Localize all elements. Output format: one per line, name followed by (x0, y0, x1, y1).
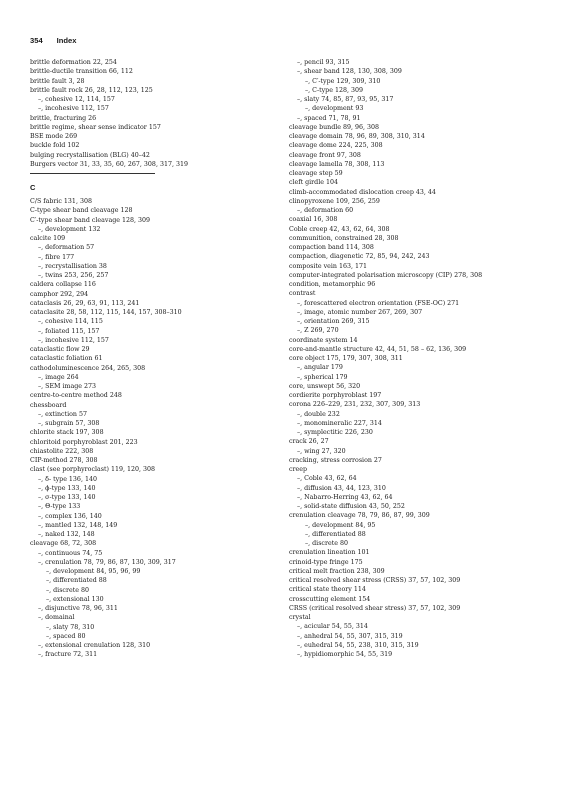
index-subentry: –, acicular 54, 55, 314 (297, 623, 368, 631)
index-subentry: –, continuous 74, 75 (38, 549, 103, 557)
index-entry: cleavage dome 224, 225, 308 (289, 142, 383, 150)
index-subentry: –, cohesive 12, 114, 157 (38, 96, 115, 103)
index-entry: cracking, stress corrosion 27 (289, 456, 382, 464)
index-entry: critical resolved shear stress (CRSS) 37, 57, 102, 309 (289, 577, 461, 584)
index-entry: contrast (289, 290, 316, 298)
index-entry: compaction, diagenetic 72, 85, 94, 242, 243 (289, 253, 430, 261)
index-entry: clinopyroxene 109, 256, 259 (289, 197, 380, 205)
index-subentry: –, spaced 71, 78, 91 (297, 114, 361, 122)
index-entry: brittle deformation 22, 254 (30, 59, 117, 66)
index-entry: cleavage 68, 72, 308 (30, 540, 97, 548)
index-entry: cleavage step 59 (289, 170, 343, 177)
index-subentry: –, mantled 132, 148, 149 (38, 521, 118, 529)
index-entry: condition, metamorphic 96 (289, 281, 376, 288)
index-subentry: –, δ- type 136, 140 (38, 475, 97, 483)
index-entry: creep (289, 466, 308, 473)
index-subentry: –, C′-type 129, 309, 310 (305, 77, 381, 85)
index-subentry: –, incohesive 112, 157 (38, 336, 109, 344)
index-subentry: –, pencil 93, 315 (297, 59, 350, 66)
index-entry: computer-integrated polarisation microscopy (CIP) 278, 308 (289, 271, 483, 279)
index-subentry: –, discrete 80 (46, 586, 89, 594)
index-subentry: –, anhedral 54, 55, 307, 315, 319 (297, 632, 403, 640)
section-letter: C (30, 183, 36, 192)
index-entry: calcite 109 (30, 235, 66, 242)
index-entry: corona 226–229, 231, 232, 307, 309, 313 (289, 401, 421, 409)
index-entry: brittle, fracturing 26 (30, 114, 97, 122)
index-subentry: –, crenulation 78, 79, 86, 87, 130, 309, 317 (38, 558, 176, 566)
index-entry: crenulation lineation 101 (289, 549, 370, 557)
index-subentry: –, disjunctive 78, 96, 311 (38, 605, 118, 612)
index-entry: chloritoid porphyroblast 201, 223 (30, 438, 138, 446)
index-entry: cataclasis 26, 29, 63, 91, 113, 241 (30, 299, 140, 307)
index-entry: climb-accommodated dislocation creep 43, 44 (289, 188, 436, 196)
index-subentry: –, naked 132, 148 (38, 531, 95, 538)
index-subentry: –, wing 27, 320 (297, 447, 346, 455)
index-entry: crystal (289, 614, 311, 621)
index-subentry: –, extinction 57 (38, 410, 87, 418)
index-entry: CIP-method 278, 308 (30, 457, 98, 464)
index-entry: BSE mode 269 (30, 133, 78, 140)
index-entry: C′-type shear band cleavage 128, 309 (30, 216, 151, 224)
index-subentry: –, orientation 269, 315 (297, 318, 370, 325)
index-subentry: –, Z 269, 270 (297, 327, 339, 335)
index-entry: cleavage domain 78, 96, 89, 308, 310, 314 (289, 133, 425, 140)
index-subentry: –, foliated 115, 157 (38, 327, 100, 335)
index-entry: bulging recrystallisation (BLG) 40–42 (30, 151, 150, 159)
index-subentry: –, double 232 (297, 410, 340, 418)
index-entry: brittle-ductile transition 66, 112 (30, 68, 133, 76)
index-entry: Burgers vector 31, 33, 35, 60, 267, 308, 317, 319 (30, 160, 188, 168)
index-entry: cleft girdle 104 (289, 179, 338, 187)
index-entry: Coble creep 42, 43, 62, 64, 308 (289, 225, 390, 233)
index-subentry: –, twins 253, 256, 257 (38, 272, 109, 279)
index-subentry: –, incohesive 112, 157 (38, 105, 109, 113)
index-entry: cathodoluminescence 264, 265, 308 (30, 364, 146, 372)
index-entry: brittle fault 3, 28 (30, 77, 85, 85)
index-entry: buckle fold 102 (30, 142, 80, 150)
index-subentry: –, development 84, 95 (305, 521, 376, 529)
index-subentry: –, recrystallisation 38 (38, 262, 107, 270)
index-subentry: –, slaty 74, 85, 87, 93, 95, 317 (297, 96, 394, 103)
index-subentry: –, spaced 80 (46, 632, 86, 640)
index-entry: core object 175, 179, 307, 308, 311 (289, 355, 403, 362)
index-entry: critical melt fraction 238, 309 (289, 567, 385, 575)
index-entry: critical state theory 114 (289, 586, 366, 594)
index-entry: brittle regime, shear sense indicator 157 (30, 123, 161, 131)
index-entry: chiastolite 222, 308 (30, 447, 94, 455)
running-header (30, 36, 77, 45)
index-subentry: –, differentiated 88 (46, 577, 107, 585)
index-entry: coordinate system 14 (289, 336, 358, 344)
index-entry: CRSS (critical resolved shear stress) 37, 57, 102, 309 (289, 604, 461, 612)
index-entry: cleavage bundle 89, 96, 308 (289, 123, 380, 131)
index-subentry: –, symplectitic 226, 230 (297, 429, 373, 436)
index-subentry: –, discrete 80 (305, 540, 348, 547)
index-subentry: –, extensional crenulation 128, 310 (38, 642, 151, 649)
index-entry: cataclastic flow 29 (30, 346, 90, 353)
index-subentry: –, SEM image 273 (38, 383, 97, 390)
index-entry: chessboard (30, 401, 67, 409)
index-subentry: –, image 264 (38, 373, 79, 381)
index-subentry: –, C-type 128, 309 (305, 86, 363, 94)
index-entry: crinoid-type fringe 175 (289, 558, 363, 566)
index-entry: cataclasite 28, 58, 112, 115, 144, 157, 308–310 (30, 309, 182, 316)
index-entry: crenulation cleavage 78, 79, 86, 87, 99, 309 (289, 512, 430, 520)
index-column-left (30, 58, 280, 660)
index-entry: cleavage lamella 78, 308, 113 (289, 160, 385, 168)
index-subentry: –, development 84, 95, 96, 99 (46, 568, 141, 575)
index-subentry: –, deformation 57 (38, 244, 95, 252)
index-subentry: –, hypidiomorphic 54, 55, 319 (297, 651, 393, 658)
index-subentry: –, domainal (38, 614, 75, 622)
index-subentry: –, slaty 78, 310 (46, 623, 95, 631)
index-subentry: –, image, atomic number 267, 269, 307 (297, 308, 423, 316)
index-entry: cleavage front 97, 308 (289, 151, 361, 159)
index-entry: crack 26, 27 (289, 438, 329, 446)
index-entry: C/S fabric 131, 308 (30, 198, 92, 205)
index-subentry: –, cohesive 114, 115 (38, 318, 103, 326)
index-entry: chlorite stack 197, 308 (30, 429, 104, 437)
index-subentry: –, angular 179 (297, 364, 343, 372)
index-entry: cordierite porphyroblast 197 (289, 392, 382, 399)
index-subentry: –, ϕ-type 133, 140 (38, 484, 96, 492)
index-subentry: –, development 93 (305, 105, 364, 113)
index-entry: clast (see porphyroclast) 119, 120, 308 (30, 466, 156, 474)
index-subentry: –, forescattered electron orientation (FSE-OC) 271 (297, 299, 460, 307)
index-entry: C-type shear band cleavage 128 (30, 207, 133, 215)
running-title: Index (56, 36, 77, 45)
index-entry: centre-to-centre method 248 (30, 392, 122, 400)
index-entry: cataclastic foliation 61 (30, 355, 103, 363)
index-entry: core, unswept 56, 320 (289, 382, 361, 390)
index-subentry: –, σ-type 133, 140 (38, 494, 96, 501)
index-subentry: –, spherical 179 (297, 373, 348, 381)
index-subentry: –, diffusion 43, 44, 123, 310 (297, 484, 386, 492)
index-subentry: –, extensional 130 (46, 595, 104, 603)
index-entry: core-and-mantle structure 42, 44, 51, 58 – 62, 136, 309 (289, 345, 467, 353)
index-subentry: –, Θ-type 133 (38, 503, 81, 511)
index-subentry: –, shear band 128, 130, 308, 309 (297, 68, 402, 76)
index-entry: coaxial 16, 308 (289, 216, 338, 224)
index-entry: camphor 292, 294 (30, 290, 89, 298)
index-entry: compaction band 114, 308 (289, 244, 374, 251)
index-entry: composite vein 163, 171 (289, 262, 368, 270)
index-subentry: –, deformation 60 (297, 207, 354, 214)
index-entry: crosscutting element 154 (289, 595, 371, 603)
index-subentry: –, complex 136, 140 (38, 512, 102, 520)
index-subentry: –, Nabarro-Herring 43, 62, 64 (297, 493, 393, 501)
index-subentry: –, differentiated 88 (305, 530, 366, 538)
index-subentry: –, monomineralic 227, 314 (297, 419, 382, 427)
index-subentry: –, Coble 43, 62, 64 (297, 475, 357, 483)
page-number: 354 (30, 36, 43, 45)
index-entry: communition, constrained 28, 308 (289, 234, 399, 242)
index-subentry: –, fibre 177 (38, 253, 75, 261)
index-subentry: –, subgrain 57, 308 (38, 420, 100, 427)
index-subentry: –, development 132 (38, 225, 101, 233)
index-column-right (289, 58, 539, 659)
index-subentry: –, fracture 72, 311 (38, 651, 98, 659)
index-subentry: –, solid-state diffusion 43, 50, 252 (297, 503, 405, 510)
section-divider (30, 169, 155, 174)
index-subentry: –, euhedral 54, 55, 238, 310, 315, 319 (297, 641, 419, 649)
index-entry: caldera collapse 116 (30, 281, 96, 289)
index-entry: brittle fault rock 26, 28, 112, 123, 125 (30, 86, 153, 94)
